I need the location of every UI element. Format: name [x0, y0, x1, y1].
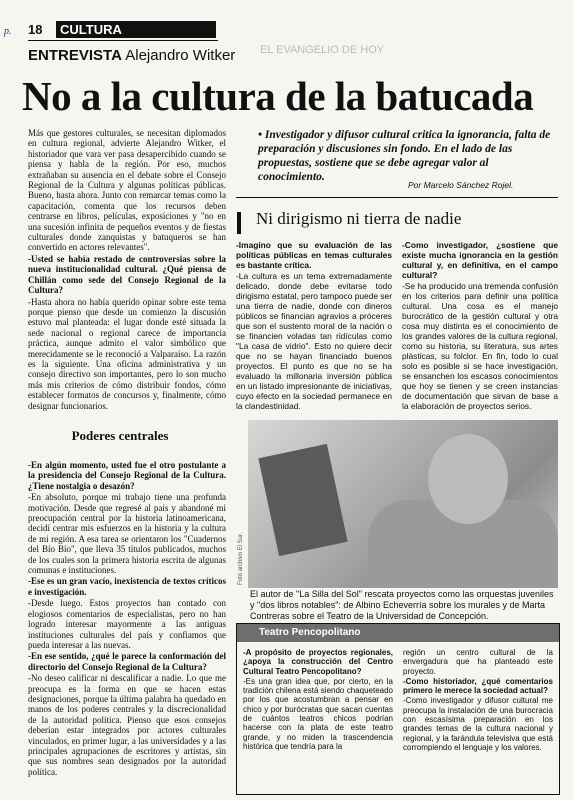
byline: Por Marcelo Sánchez Rojel. [408, 180, 514, 190]
interview-question: -A propósito de proyectos regionales, ¿apoya la construcción del Centro Cultural Teatro Pencopolitano? [243, 648, 393, 676]
interview-answer: -Se ha producido una tremenda confusión en los criterios para definir una política cultural. Una cosa es el manejo burocrático de la gestión cultural y otra cosa muy distinta es el conocimiento de los grandes valores de la cultura regional, como su historia, su literatura, sus artes plásticas, su folclor. En fin, todo lo cual solo es posible si se hace investigación, se ensanchen los escasos conocimientos que hoy se tienen y se creen instancias de documentación que sirvan de base a la elaboración de proyectos serios. [402, 281, 558, 411]
kicker [28, 47, 235, 64]
subhead: Poderes centrales [71, 428, 169, 443]
interview-answer: Más que gestores culturales, se necesitan diplomados en cultura regional, advierte Alejandro Witker, el historiador que vara ver pasa desapercibido cuando se piensa y habla de la región. Por eso, muchos extrañaban su ausencia en el debate sobre el Consejo Regional de la Cultura y algunas políticas públicas. Bueno, hasta ahora. Junto con remarcar temas como la capacitación, comenta que los recursos deben centrarse en libros, películas, exposiciones y "no en una sucesión infinita de pequeños eventos y de fiestas culturales donde zanquistas y batuqueros se han convertido en actores relevantes". [28, 128, 226, 253]
photo-person-head [428, 434, 508, 524]
interview-question: -Como investigador, ¿sostiene que existe mucha ignorancia en la gestión cultural y, en definitiva, en el campo cultural? [402, 240, 558, 280]
box-band-title: Teatro Pencopolitano [259, 627, 361, 638]
photo-book-shape [258, 444, 347, 556]
interview-question: -Usted se había restado de controversias sobre la nueva institucionalidad cultural. ¿Qué piensa de Chillán como sede del Consejo Regional de la Cultura? [28, 253, 226, 296]
interview-question: -Como historiador, ¿qué comentarios primero le merece la sociedad actual? [403, 676, 553, 696]
photo-credit: Foto archivo El Sur. [238, 532, 244, 585]
photo [248, 420, 558, 588]
photo-caption: El autor de "La Silla del Sol" rescata proyectos como las orquestas juveniles y "dos libros notables": de Albino Echeverría sobre los murales y de Marta Contreras sobre el Teatro de la Universidad de Concepción. [250, 589, 554, 621]
box-column-left [236, 240, 392, 415]
interview-answer: -Hasta ahora no había querido opinar sobre este tema porque pienso que desde un comienzo la discusión estuvo mal planteada: el lugar donde esté situada la sede nacional o regional carece de importancia práctica, aunque admito el valor simbólico que merecidamente se le reconoció a Valparaíso. La razón es la siguiente. Una oficina administrativa y un consejo directivo son importantes, pero lo son mucho más mis criterios de cómo distribuir fondos, cómo establecer formatos de concursos y, finalmente, cómo designar funcionarios. [28, 296, 226, 411]
kicker-label: ENTREVISTA [28, 47, 122, 64]
page-number: 18 [28, 22, 43, 37]
box-title: Ni dirigismo ni tierra de nadie [256, 209, 462, 228]
interview-answer: región un centro cultural de la envergadura que ha planteado este proyecto. [403, 648, 553, 676]
interview-answer: -Es una gran idea que, por cierto, en la tradición chilena está siendo chaqueteado por los que acostumbran a pensar en chico y por burócratas que sacan cuentas de cuántos teatros chicos podrían hacerse con la plata de este teatro grande, y no miden la trascendencia histórica que tendría para la [243, 676, 393, 751]
section-label: CULTURA [56, 21, 216, 38]
interview-answer: -Desde luego. Estos proyectos han contado con elogiosos comentarios de especialistas, pero no han logrado interesar mayormente a las antiguas instituciones culturales del país y confiamos que pueda interesar a las nuevas. [28, 598, 226, 650]
box-column-left [243, 648, 393, 790]
interview-question: -Imagino que su evaluación de las políticas públicas en temas culturales es bastante crítica. [236, 240, 392, 270]
left-column [28, 128, 226, 423]
lead-text: • Investigador y difusor cultural critica la ignorancia, falta de preparación y discusiones sin fondo. En el lado de las propuestas, sostiene que se debe agregar valor al conocimiento. [258, 129, 551, 183]
header-rule [28, 40, 218, 41]
sidebar-box-dirigismo [236, 197, 558, 418]
kicker-name: Alejandro Witker [125, 47, 236, 64]
interview-answer: -Como investigador y difusor cultural me preocupa la instalación de una burocracia con escasísima preparación en los grandes temas de la cultura nacional y regional, y la farándula televisiva que está corrompiendo el lenguaje y los valores. [403, 696, 553, 752]
interview-answer: -La cultura es un tema extremadamente delicado, donde debe evitarse todo dirigismo estatal, pero tampoco puede ser una tierra de nadie, donde con dineros públicos se financian agravios a próceres que son el sustento moral de la nación o se financien voladas tan ridículas como "La casa de vidrio". Esto no quiere decir que no se hayan financiado buenos proyectos. El punto es que no se ha evaluado la millonaria inversión pública en un listado impresionante de iniciativas, cuyo efecto en la sociedad permanece en la clandestinidad. [236, 271, 392, 411]
sidebar-box-teatro [236, 623, 560, 795]
left-column-2 [28, 460, 226, 790]
interview-question: -En algún momento, usted fue el otro postulante a la presidencia del Consejo Regional de la Cultura. ¿Tiene nostalgia o desazón? [28, 460, 226, 491]
interview-question: -En ese sentido, ¿qué le parece la conformación del directorio del Consejo Regional de la Cultura? [28, 651, 226, 672]
interview-answer: -No deseo calificar ni descalificar a nadie. Lo que me preocupa es la forma en que se hacen estas designaciones, porque la última palabra ha quedado en manos de los poderes centrales y la discrecionalidad de la autoridad política. Pienso que esos consejos deberían estar integrados por actores culturales vinculados, en primer lugar, a las universidades y a las principales agrupaciones de escritores y artistas, sin que sus nombres sean designados por la autoridad política. [28, 673, 226, 777]
interview-question: -Ese es un gran vacío, inexistencia de textos críticos e investigación. [28, 576, 226, 597]
headline: No a la cultura de la batucada [22, 73, 534, 119]
box-column-right [402, 240, 558, 415]
bleed-through-text: EL EVANGELIO DE HOY [260, 44, 385, 56]
handwritten-mark: p. [4, 26, 12, 37]
box-column-right [403, 648, 553, 790]
interview-answer: -En absoluto, porque mi trabajo tiene una profunda motivación. Desde que regresé al país y abandoné mi preocupación central por la historia latinoamericana, decidí centrar mis esfuerzos en la historia y la cultura de mi región. A esa tarea se orientaron los "Cuadernos del Bío Bío", que lleva 35 títulos publicados, muchos de los cuales son la primera historia escrita de algunas comunas e instituciones. [28, 492, 226, 576]
box-title-bar [237, 212, 241, 234]
